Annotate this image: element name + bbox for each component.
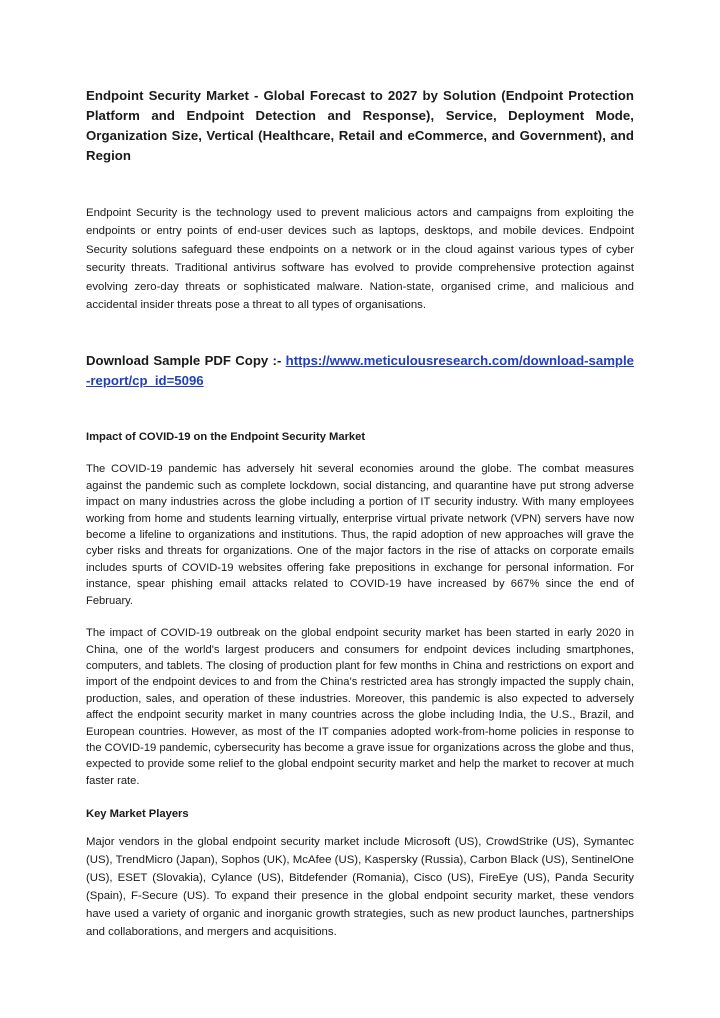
key-market-players-heading: Key Market Players — [86, 808, 189, 821]
download-sample-label: Download Sample PDF Copy :- — [86, 353, 286, 369]
covid-impact-paragraph-2: The impact of COVID-19 outbreak on the global endpoint security market has been started in early 2020 in China, one of the world's largest producers and consumers for endpoint devices including smartphones, computers, and tablets. The closing of production plant for few months in China and restrictions on export and import of the endpoint devices to and from the China’s restricted area has strongly impacted the supply chain, production, sales, and operation of these industries. Moreover, this pandemic is also expected to adversely affect the endpoint security market in many countries across the globe including India, the U.S., Brazil, and European countries. However, as most of the IT companies adopted work-from-home policies in response to the COVID-19 pandemic, cybersecurity has become a grave issue for organizations across the globe and thus, expected to provide some relief to the global endpoint security market and help the market to recover at much faster rate. — [86, 627, 634, 787]
document-title: Endpoint Security Market - Global Forecast to 2027 by Solution (Endpoint Protection Platform and Endpoint Detection and Response), Service, Deployment Mode, Organization Size, Vertical (Healthcare, Retail and eCommerce, and Government), and Region — [86, 88, 634, 163]
key-market-players-paragraph: Major vendors in the global endpoint security market include Microsoft (US), CrowdStrike (US), Symantec (US), TrendMicro (Japan), Sophos (UK), McAfee (US), Kaspersky (Russia), Carbon Black (US), SentinelOne (US), ESET (Slovakia), Cylance (US), Bitdefender (Romania), Cisco (US), FireEye (US), Panda Security (Spain), F-Secure (US). To expand their presence in the global endpoint security market, these vendors have used a variety of organic and inorganic growth strategies, such as new product launches, partnerships and collaborations, and mergers and acquisitions. — [86, 836, 634, 939]
covid-impact-heading: Impact of COVID-19 on the Endpoint Security Market — [86, 431, 366, 444]
intro-paragraph: Endpoint Security is the technology used to prevent malicious actors and campaigns from exploiting the endpoints or entry points of end-user devices such as laptops, desktops, and mobile devices. Endpoint Security solutions safeguard these endpoints on a network or in the cloud against various types of cyber security threats. Traditional antivirus software has evolved to provide comprehensive protection against evolving zero-day threats or sophisticated malware. Nation-state, organised crime, and malicious and accidental insider threats pose a threat to all types of organisations. — [86, 207, 634, 312]
download-sample-link[interactable]: https://www.meticulousresearch.com/download-sample-report/cp_id=5096 — [86, 353, 634, 389]
covid-impact-paragraph-1: The COVID-19 pandemic has adversely hit several economies around the globe. The combat measures against the pandemic such as complete lockdown, social distancing, and quarantine have put strong adverse impact on many industries across the globe including a portion of IT security industry. With many employees working from home and students learning virtually, enterprise virtual private network (VPN) servers have now become a lifeline to organizations and institutions. Thus, the rapid adoption of new approaches will grave the cyber risks and threats for organizations. One of the major factors in the rise of attacks on corporate emails includes spurts of COVID-19 websites offering fake prepositions in exchange for personal information. For instance, spear phishing email attacks related to COVID-19 have increased by 667% since the end of February. — [86, 463, 634, 607]
download-sample-line — [86, 351, 634, 391]
document-page — [86, 86, 634, 941]
